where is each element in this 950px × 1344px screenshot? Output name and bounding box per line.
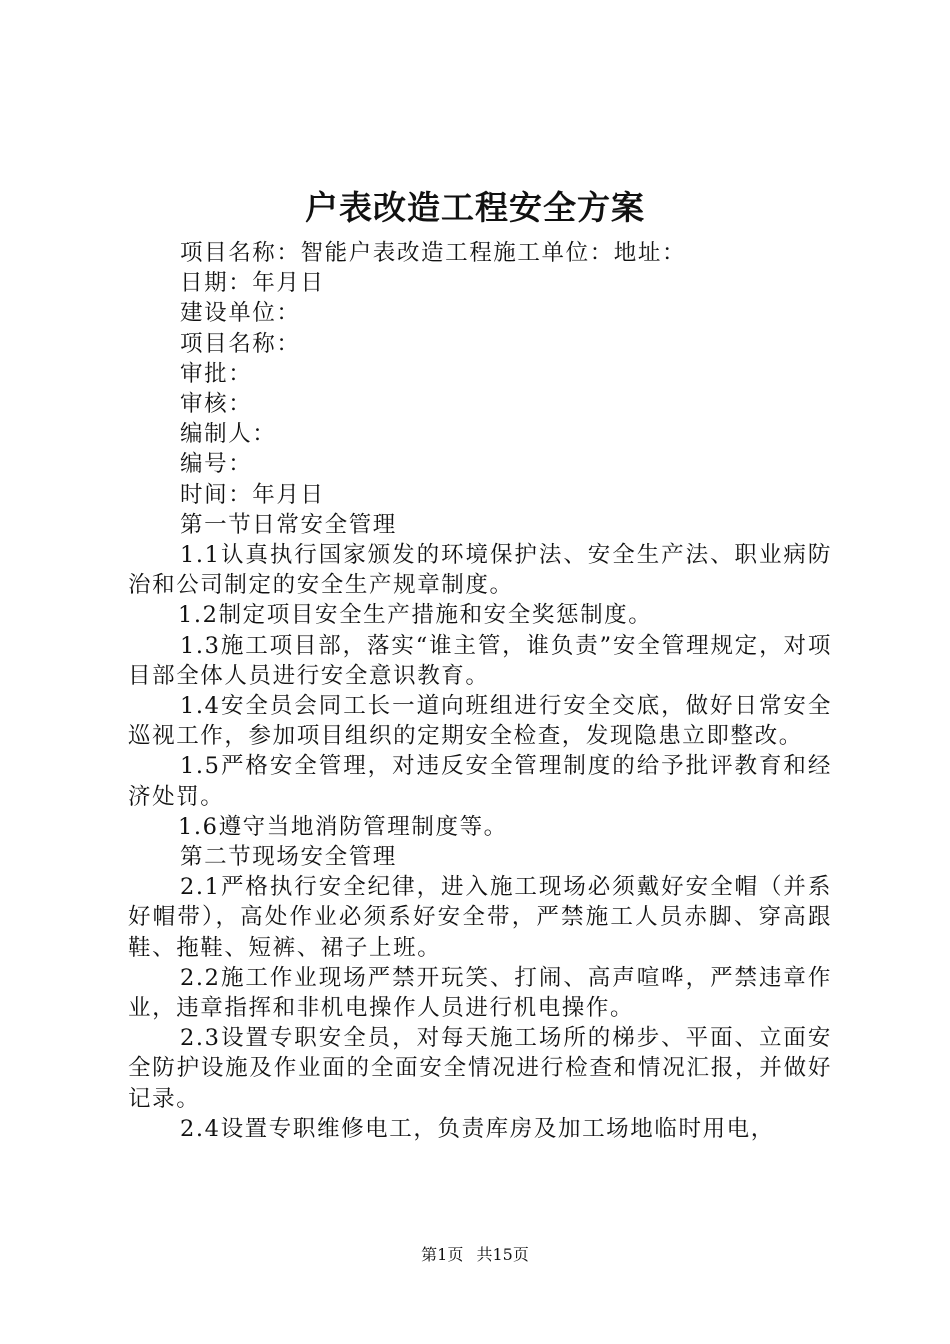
- meta-line-project-info: 项目名称：智能户表改造工程施工单位：地址：: [180, 240, 687, 266]
- paragraph-2-4: 2.4设置专职维修电工，负责库房及加工场地临时用电，: [180, 1115, 775, 1142]
- meta-line-time: 时间：年月日: [180, 481, 325, 508]
- paragraph-1-1: 1.1认真执行国家颁发的环境保护法、安全生产法、职业病防治和公司制定的安全生产规章制度。: [128, 542, 832, 599]
- document-body: [128, 238, 832, 1144]
- paragraph-1-6: 1.6遵守当地消防管理制度等。: [178, 813, 508, 840]
- meta-line-construction-unit: 建设单位：: [180, 300, 301, 327]
- page-footer: [0, 1244, 950, 1266]
- paragraph-1-5: 1.5严格安全管理，对违反安全管理制度的给予批评教育和经济处罚。: [128, 753, 832, 810]
- meta-line-number: 编号：: [180, 451, 253, 478]
- section-heading-site-safety: 第二节现场安全管理: [180, 844, 397, 871]
- paragraph-2-1: 2.1严格执行安全纪律，进入施工现场必须戴好安全帽（并系好帽带），高处作业必须系好安全带，严禁施工人员赤脚、穿高跟鞋、拖鞋、短裤、裙子上班。: [128, 874, 832, 961]
- paragraph-1-3: 1.3施工项目部，落实“谁主管，谁负责”安全管理规定，对项目部全体人员进行安全意识教育。: [128, 632, 832, 689]
- page-total: 共15页: [476, 1245, 529, 1264]
- paragraph-2-2: 2.2施工作业现场严禁开玩笑、打闹、高声喧哗，严禁违章作业，违章指挥和非机电操作人员进行机电操作。: [128, 964, 832, 1022]
- paragraph-1-4: 1.4安全员会同工长一道向班组进行安全交底，做好日常安全巡视工作，参加项目组织的定期安全检查，发现隐患立即整改。: [128, 693, 832, 750]
- meta-line-author: 编制人：: [180, 421, 277, 448]
- paragraph-1-2: 1.2制定项目安全生产措施和安全奖惩制度。: [178, 602, 653, 629]
- meta-line-review: 审核：: [180, 391, 253, 418]
- meta-line-approval: 审批：: [180, 360, 253, 387]
- meta-line-date: 日期：年月日: [180, 270, 325, 297]
- page-number: 第1页: [421, 1245, 464, 1264]
- document-title: 户表改造工程安全方案: [305, 188, 645, 227]
- section-heading-daily-safety: 第一节日常安全管理: [180, 511, 397, 538]
- paragraph-2-3: 2.3设置专职安全员，对每天施工场所的梯步、平面、立面安全防护设施及作业面的全面安全情况进行检查和情况汇报，并做好记录。: [128, 1025, 832, 1112]
- meta-line-project-name: 项目名称：: [180, 330, 301, 357]
